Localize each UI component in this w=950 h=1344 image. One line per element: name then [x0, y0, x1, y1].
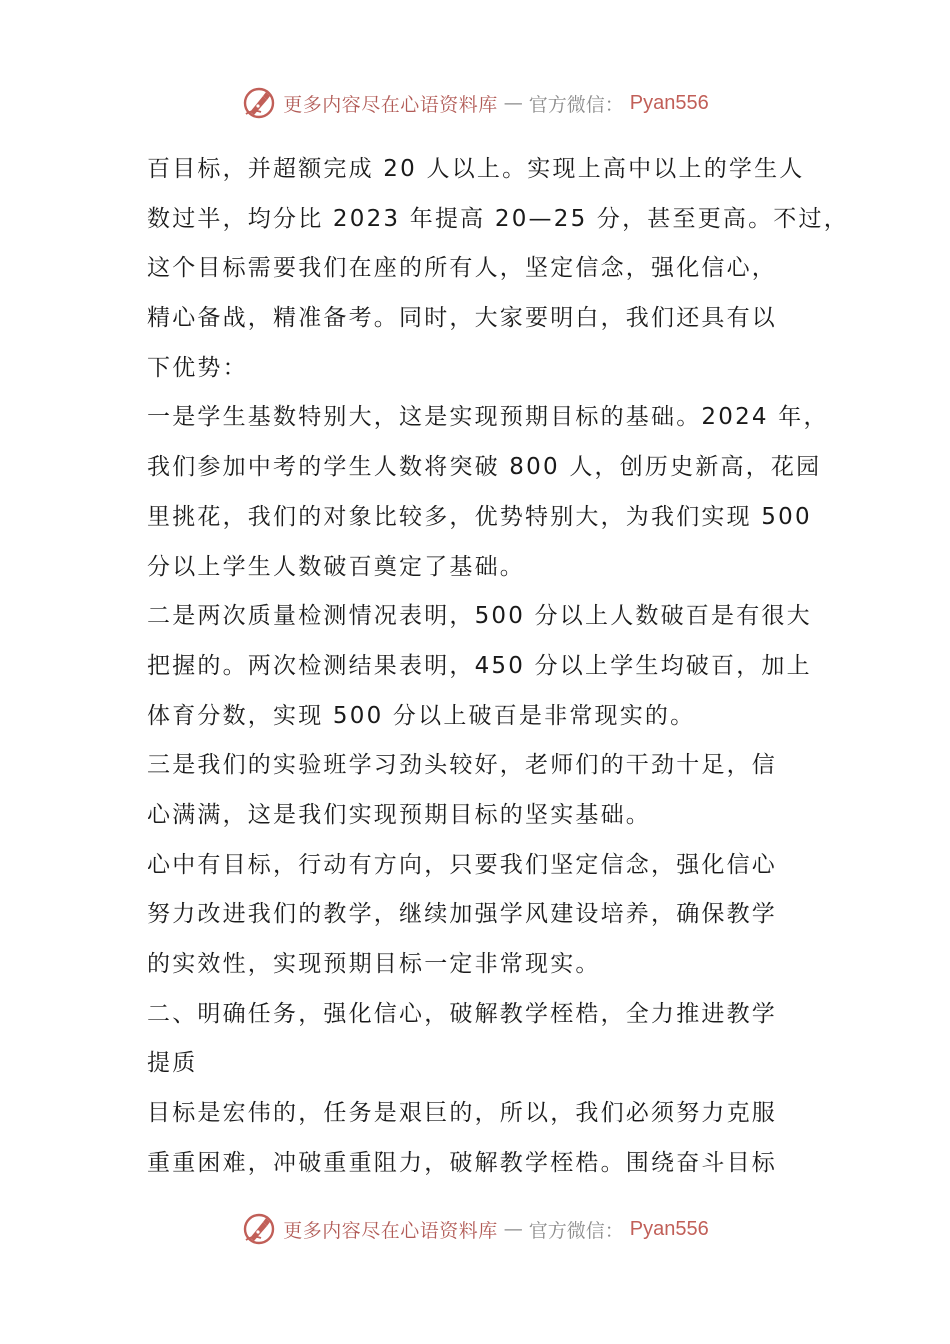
- text-line: 一是学生基数特别大，这是实现预期目标的基础。2024 年，: [147, 404, 829, 431]
- text-line: 精心备战，精准备考。同时，大家要明白，我们还具有以: [147, 305, 777, 332]
- text-line: 心满满，这是我们实现预期目标的坚实基础。: [147, 801, 651, 828]
- header-banner-text: 更多内容尽在心语资料库: [283, 93, 498, 116]
- text-line: 努力改进我们的教学，继续加强学风建设培养，确保教学: [147, 901, 777, 928]
- header-banner-content: [241, 85, 709, 121]
- footer-banner-content: [241, 1211, 709, 1247]
- text-line: 百目标，并超额完成 20 人以上。实现上高中以上的学生人: [147, 156, 805, 182]
- header-banner: [0, 83, 950, 123]
- text-line: 分以上学生人数破百奠定了基础。: [147, 553, 525, 580]
- text-line: 我们参加中考的学生人数将突破 800 人，创历史新高，花园: [147, 454, 822, 481]
- text-line: 的实效性，实现预期目标一定非常现实。: [147, 951, 601, 977]
- header-contact-label: 官方微信：: [528, 93, 624, 116]
- text-line: 里挑花，我们的对象比较多，优势特别大，为我们实现 500: [147, 503, 812, 530]
- header-banner-dash: —: [503, 92, 523, 114]
- text-line: 把握的。两次检测结果表明，450 分以上学生均破百，加上: [147, 652, 812, 679]
- footer-banner-dash: —: [503, 1218, 523, 1240]
- text-line: 心中有目标，行动有方向，只要我们坚定信念，强化信心: [147, 851, 777, 878]
- footer-wechat-id: Pyan556: [629, 1217, 709, 1240]
- section-heading-line: 二、明确任务，强化信心，破解教学桎梏，全力推进教学: [147, 1000, 777, 1027]
- section-heading-line: 提质: [147, 1050, 198, 1077]
- header-wechat-id: Pyan556: [629, 91, 709, 114]
- text-line: 三是我们的实验班学习劲头较好，老师们的干劲十足，信: [147, 752, 777, 779]
- footer-banner-text: 更多内容尽在心语资料库: [283, 1219, 498, 1242]
- text-line: 下优势：: [147, 354, 248, 381]
- document-body: [147, 145, 849, 1188]
- pen-nib-logo-icon: [241, 1211, 277, 1247]
- text-line: 体育分数，实现 500 分以上破百是非常现实的。: [147, 702, 696, 729]
- text-line: 数过半，均分比 2023 年提高 20—25 分，甚至更高。不过，: [147, 205, 849, 232]
- text-line: 目标是宏伟的，任务是艰巨的，所以，我们必须努力克服: [147, 1100, 777, 1127]
- text-line: 重重困难，冲破重重阻力，破解教学桎梏。围绕奋斗目标: [147, 1149, 777, 1176]
- footer-contact-label: 官方微信：: [528, 1219, 624, 1242]
- footer-banner: [0, 1209, 950, 1249]
- text-line: 二是两次质量检测情况表明，500 分以上人数破百是有很大: [147, 603, 812, 630]
- pen-nib-logo-icon: [241, 85, 277, 121]
- text-line: 这个目标需要我们在座的所有人，坚定信念，强化信心，: [147, 255, 777, 282]
